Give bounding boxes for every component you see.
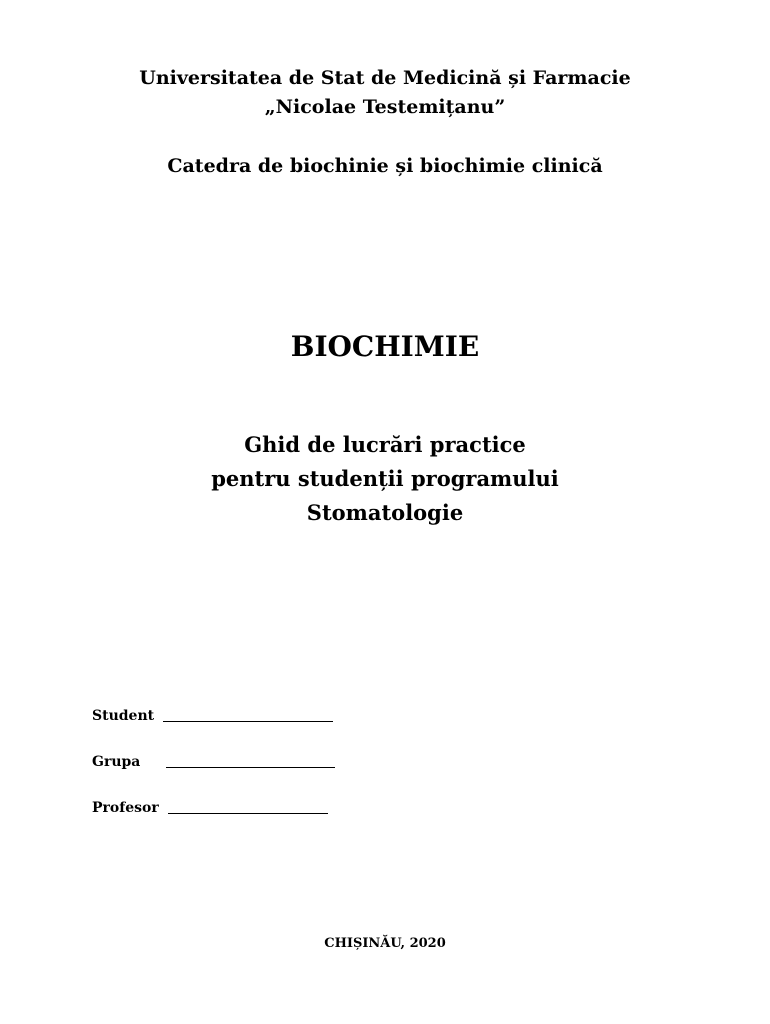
document-subtitle bbox=[0, 428, 770, 530]
document-title: BIOCHIMIE bbox=[290, 330, 480, 363]
university-name bbox=[0, 64, 770, 122]
professor-field bbox=[92, 799, 159, 817]
student-blank-line bbox=[163, 721, 333, 722]
professor-blank-line bbox=[168, 813, 328, 814]
subtitle-line-1: Ghid de lucrări practice bbox=[244, 432, 526, 457]
subtitle-line-3: Stomatologie bbox=[306, 500, 464, 525]
subtitle-line-2: pentru studenții programului bbox=[211, 466, 559, 491]
professor-label: Profesor bbox=[92, 800, 159, 816]
department-name: Catedra de biochinie și biochimie clinică bbox=[167, 155, 603, 177]
group-field bbox=[92, 753, 140, 771]
group-blank-line bbox=[166, 767, 335, 768]
university-name-line-2: „Nicolae Testemițanu” bbox=[264, 96, 506, 118]
student-label: Student bbox=[92, 708, 155, 724]
place-and-year: CHIȘINĂU, 2020 bbox=[324, 936, 446, 951]
student-field bbox=[92, 707, 154, 725]
group-label: Grupa bbox=[92, 754, 141, 770]
university-name-line-1: Universitatea de Stat de Medicină și Farmacie bbox=[139, 67, 631, 89]
